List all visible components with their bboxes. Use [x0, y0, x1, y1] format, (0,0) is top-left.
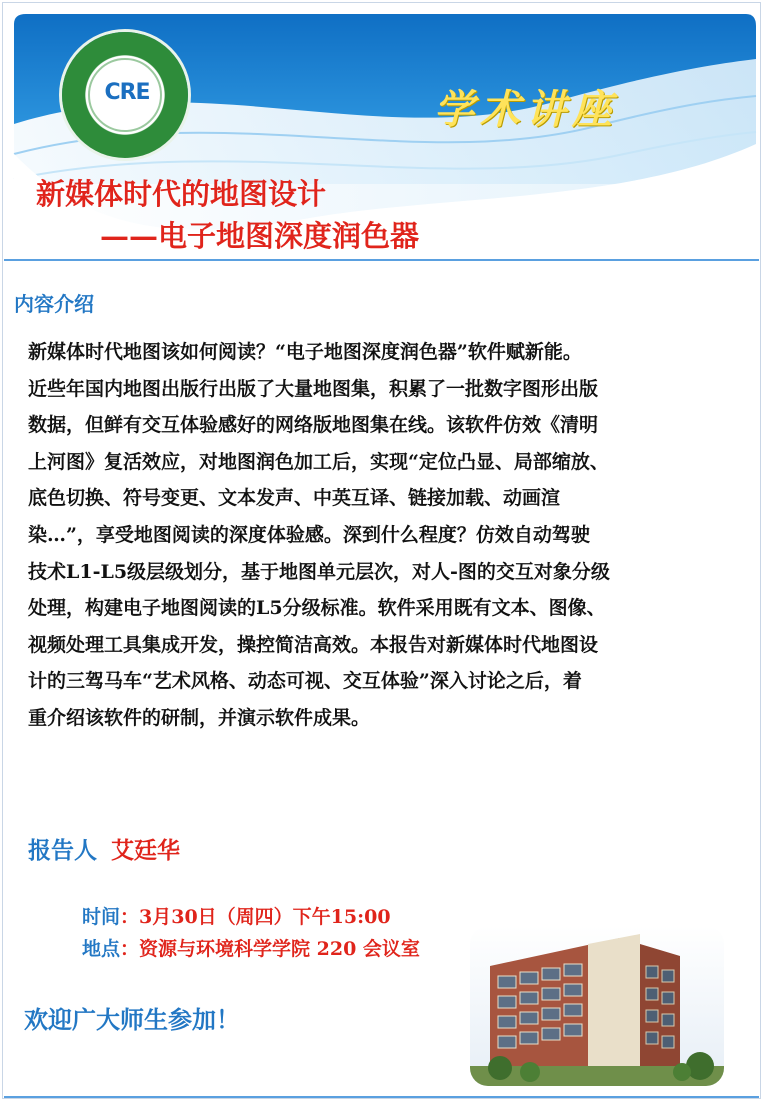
intro-line: 新媒体时代地图该如何阅读？“电子地图深度润色器”软件赋新能。 [28, 341, 582, 363]
logo-emblem [88, 58, 162, 132]
intro-line: 近些年国内地图出版行出版了大量地图集，积累了一批数字图形出版 [28, 377, 599, 400]
intro-line: 视频处理工具集成开发，操控简洁高效。本报告对新媒体时代地图设 [28, 633, 599, 656]
intro-line: 染…”，享受地图阅读的深度体验感。深到什么程度？仿效自动驾驶 [28, 523, 590, 546]
intro-line: 处理，构建电子地图阅读的L5分级标准。软件采用既有文本、图像、 [28, 597, 606, 620]
building-photo [470, 926, 724, 1086]
welcome-text: 欢迎广大师生参加！ [24, 1005, 240, 1034]
banner-title: 学术讲座 [434, 86, 618, 133]
time-value: ：3月30日（周四）下午15:00 [120, 906, 391, 928]
main-title-line2: ——电子地图深度润色器 [100, 219, 420, 253]
footer-divider [4, 1096, 759, 1098]
header-divider [4, 259, 759, 261]
place-label: 地点 [82, 938, 121, 960]
intro-line: 重介绍该软件的研制，并演示软件成果。 [28, 706, 371, 729]
speaker-name: 艾廷华 [111, 837, 180, 864]
main-title-line1: 新媒体时代的地图设计 [36, 177, 327, 211]
section-heading: 内容介绍 [14, 292, 94, 316]
speaker-row [28, 832, 180, 865]
intro-line: 上河图》复活效应，对地图润色加工后，实现“定位凸显、局部缩放、 [28, 450, 609, 473]
school-logo [62, 32, 188, 158]
time-row [82, 902, 391, 929]
intro-line: 技术L1-L5级层级划分，基于地图单元层次，对人-图的交互对象分级 [28, 560, 610, 583]
intro-paragraph [28, 334, 718, 737]
place-row [82, 934, 420, 961]
intro-line: 计的三驾马车“艺术风格、动态可视、交互体验”深入讨论之后，着 [28, 670, 582, 693]
place-value: ：资源与环境科学学院 220 会议室 [120, 938, 420, 960]
intro-line: 底色切换、符号变更、文本发声、中英互译、链接加载、动画渲 [28, 487, 561, 510]
intro-line: 数据，但鲜有交互体验感好的网络版地图集在线。该软件仿效《清明 [28, 414, 599, 437]
logo-letters: CRE [104, 80, 150, 105]
speaker-label: 报告人 [28, 837, 97, 864]
time-label: 时间 [82, 906, 121, 928]
